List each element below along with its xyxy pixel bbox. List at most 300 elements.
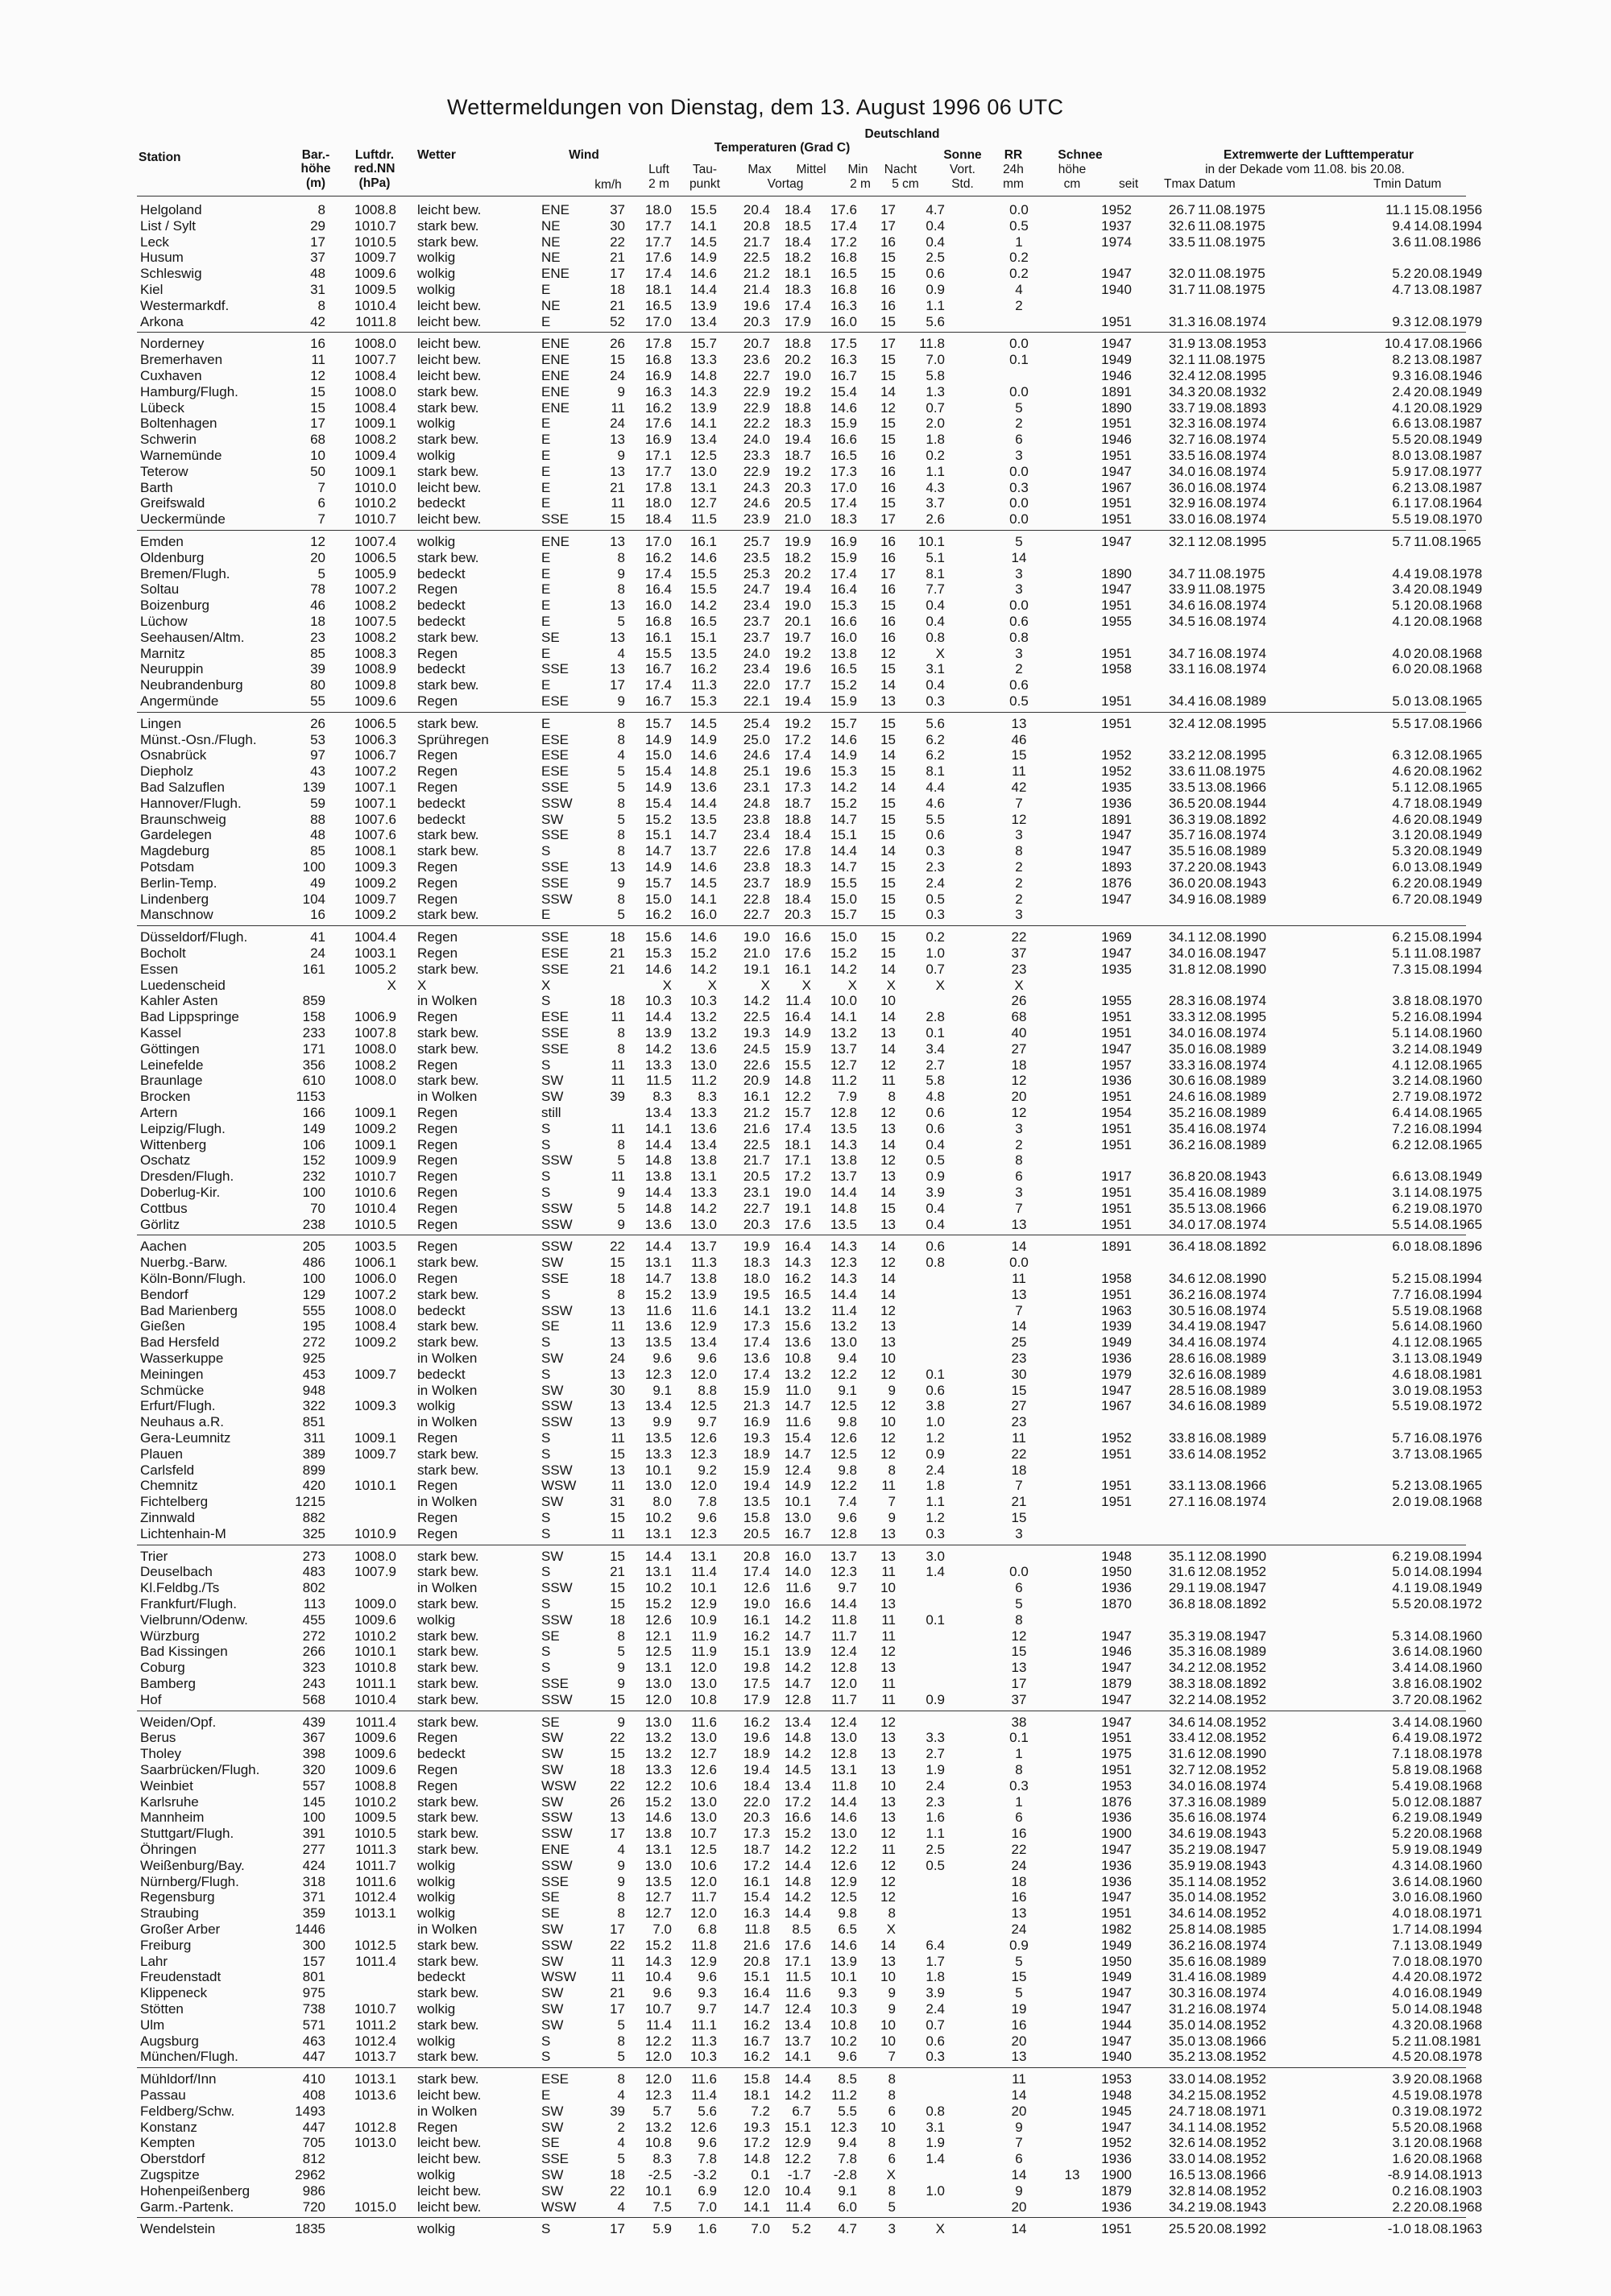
air-temp-cell: 16.9 [644,432,672,448]
mean-temp-cell: 16.6 [784,1810,811,1826]
tmax-date-cell: 12.08.1952 [1198,1730,1267,1746]
tmin-date-cell: 17.08.1964 [1414,495,1483,511]
tmin-date-cell: 11.08.1986 [1414,234,1481,250]
night-5cm-cell: 15 [880,731,896,747]
wind-speed-cell: 11 [611,1430,625,1446]
record-since-cell: 1876 [1101,875,1132,891]
min-temp-cell: 18.3 [830,511,857,527]
wind-direction-cell: S [541,2049,551,2065]
mean-temp-cell: 18.3 [784,416,811,432]
night-5cm-cell: 15 [880,795,896,811]
record-since-cell: 1952 [1101,202,1132,217]
tmax-cell: 35.4 [1168,1120,1195,1136]
precip-24h-cell: 19 [1011,2001,1027,2017]
station-name-cell: Leinefelde [140,1057,204,1073]
tmin-cell: 6.0 [1392,859,1411,875]
station-name-cell: Bad Hersfeld [140,1334,220,1351]
tmax-cell: 33.5 [1168,234,1195,250]
air-temp-cell: 16.7 [644,661,672,677]
sunshine-cell: 0.6 [926,266,945,282]
barometer-height-cell: 318 [302,1873,325,1889]
tmax-date-cell: 16.08.1974 [1198,1057,1267,1073]
dew-point-cell: 13.6 [690,1120,717,1136]
barometer-height-cell: 300 [302,1937,325,1953]
sunshine-cell: 3.7 [926,495,945,511]
night-5cm-cell: 10 [880,1414,896,1430]
tmin-date-cell: 20.08.1949 [1414,581,1483,598]
weather-cell: leicht bew. [417,2199,482,2215]
night-5cm-cell: 14 [880,1937,896,1953]
barometer-height-cell: 238 [302,1216,325,1232]
station-name-cell: Erfurt/Flugh. [140,1398,216,1414]
header-divider [137,196,1466,197]
precip-24h-cell: 8 [1015,1762,1023,1777]
sunshine-cell: 1.1 [926,297,945,313]
precip-24h-cell: 22 [1011,929,1027,945]
dew-point-cell: 8.3 [698,1089,717,1105]
station-row [0,416,1611,432]
wind-speed-cell: 15 [610,352,625,368]
wind-speed-cell: 39 [610,2103,625,2119]
dew-point-cell: 9.6 [698,1510,717,1525]
wind-direction-cell: SSE [541,859,569,875]
station-row [0,1105,1611,1121]
record-since-cell: 1951 [1101,511,1132,527]
min-temp-cell: 14.3 [830,1239,857,1255]
tmax-date-cell: 12.08.1990 [1198,929,1267,945]
sunshine-cell: 1.4 [926,2151,945,2167]
station-row [0,352,1611,368]
wind-speed-cell: 21 [610,945,625,961]
min-temp-cell: 5.5 [838,2103,857,2119]
pressure-cell: 1011.1 [355,1676,396,1691]
precip-24h-cell: 25 [1011,1334,1027,1351]
mean-temp-cell: 14.8 [784,1730,811,1746]
wind-speed-cell: 52 [610,313,625,329]
station-row [0,646,1611,662]
tmax-date-cell: 16.08.1989 [1198,1430,1267,1446]
wind-speed-cell: 5 [617,811,625,827]
min-temp-cell: 15.7 [830,907,857,923]
tmin-date-cell: 14.08.1960 [1414,1857,1483,1873]
tmax-date-cell: 16.08.1974 [1198,432,1267,448]
precip-24h-cell: 2 [1015,875,1023,891]
dew-point-cell: 13.3 [690,352,717,368]
station-row [0,234,1611,250]
wind-speed-cell: 8 [617,731,625,747]
dew-point-cell: 13.2 [690,1025,717,1040]
precip-24h-cell: 7 [1015,2135,1023,2151]
air-temp-cell: 10.4 [644,1969,672,1985]
max-temp-cell: 25.7 [743,534,770,549]
barometer-height-cell: 420 [302,1478,325,1494]
tmin-date-cell: 20.08.1968 [1414,2199,1483,2215]
pressure-cell: 1009.1 [354,1430,396,1446]
weather-cell: Regen [417,1239,458,1255]
tmax-date-cell: 16.08.1989 [1198,1073,1267,1089]
dew-point-cell: 11.1 [691,2017,717,2033]
sunshine-cell: X [935,645,945,661]
tmax-cell: 34.0 [1168,1025,1195,1040]
tmax-date-cell: 14.08.1952 [1198,1873,1267,1889]
sunshine-cell: 0.6 [926,1239,945,1255]
mean-temp-cell: 18.7 [784,795,811,811]
tmin-date-cell: 18.08.1896 [1414,1239,1483,1255]
tmax-cell: 36.0 [1168,875,1195,891]
tmax-date-cell: 16.08.1974 [1198,661,1267,677]
precip-24h-cell: 42 [1011,780,1027,795]
barometer-height-cell: 48 [310,827,325,843]
night-5cm-cell: 13 [880,1660,896,1676]
air-temp-cell: 15.0 [644,891,672,907]
min-temp-cell: 16.7 [830,368,857,383]
min-temp-cell: 12.5 [830,1398,857,1414]
dew-point-cell: 13.4 [690,432,717,448]
wind-speed-cell: 11 [611,1525,625,1541]
max-temp-cell: 19.9 [743,1239,770,1255]
tmin-cell: 2.4 [1392,383,1411,399]
tmin-cell: 4.1 [1392,1334,1411,1351]
station-name-cell: Warnemünde [140,448,222,463]
station-name-cell: Stötten [140,2001,184,2017]
max-temp-cell: 18.9 [743,1446,770,1462]
wind-direction-cell: SW [541,2182,564,2199]
weather-cell: stark bew. [417,1953,479,1969]
pressure-cell: 1008.0 [354,1073,396,1089]
tmin-date-cell: 16.08.1960 [1414,1889,1483,1905]
max-temp-cell: 19.3 [743,1025,770,1040]
wind-speed-cell: 5 [617,1200,625,1216]
barometer-height-cell: 483 [302,1564,325,1580]
station-row [0,1303,1611,1319]
sunshine-cell: 0.4 [926,677,945,693]
pressure-cell: 1008.2 [354,598,396,614]
min-temp-cell: 15.3 [830,763,857,780]
precip-24h-cell: 18 [1011,1462,1027,1478]
min-temp-cell: 6.0 [838,2199,857,2215]
dew-point-cell: 10.3 [690,993,717,1009]
station-name-cell: Brocken [140,1089,191,1105]
precip-24h-cell: 0.5 [1009,693,1029,709]
mean-temp-cell: 8.5 [792,1922,811,1937]
tmax-cell: 32.7 [1168,1762,1195,1777]
station-name-cell: Kiel [140,282,164,297]
precip-24h-cell: 14 [1011,1239,1027,1255]
station-name-cell: Doberlug-Kir. [140,1185,221,1200]
wind-direction-cell: SE [541,1889,560,1905]
tmax-date-cell: 20.08.1944 [1198,795,1267,811]
night-5cm-cell: 15 [880,416,896,432]
tmax-date-cell: 16.08.1974 [1198,1120,1267,1136]
tmin-cell: 5.3 [1392,1628,1411,1644]
weather-cell: stark bew. [417,1255,479,1271]
record-since-cell: 1955 [1101,614,1132,629]
dew-point-cell: 14.5 [690,234,717,250]
tmin-cell: 4.6 [1392,811,1411,827]
max-temp-cell: 20.5 [743,1525,770,1541]
weather-cell: Regen [417,1105,458,1120]
dew-point-cell: 9.3 [698,1985,717,2001]
max-temp-cell: 25.4 [743,715,770,731]
air-temp-cell: 16.4 [644,581,672,598]
tmin-date-cell: 17.08.1977 [1414,463,1483,479]
max-temp-cell: 21.2 [743,266,770,282]
dew-point-cell: 14.6 [690,859,717,875]
pressure-cell: 1012.8 [354,2119,396,2135]
dew-point-cell: 13.6 [690,780,717,795]
max-temp-cell: 20.3 [743,1810,770,1826]
header-tmin-datum: Tmin Datum [1373,177,1442,191]
night-5cm-cell: 13 [880,1730,896,1746]
wind-direction-cell: SSE [541,1271,569,1286]
weather-cell: wolkig [417,2221,456,2237]
min-temp-cell: 12.0 [830,1676,857,1691]
wind-direction-cell: S [541,1525,551,1541]
weather-cell: in Wolken [417,1414,478,1430]
min-temp-cell: 13.5 [830,1216,857,1232]
weather-cell: stark bew. [417,1073,479,1089]
wind-direction-cell: SSE [541,827,569,843]
tmax-cell: 36.8 [1168,1596,1195,1611]
precip-24h-cell: 0.0 [1009,598,1029,614]
wind-direction-cell: WSW [541,1478,577,1494]
wind-direction-cell: SW [541,1730,564,1746]
wind-direction-cell: NE [541,250,561,266]
station-name-cell: Dresden/Flugh. [140,1169,234,1185]
record-since-cell: 1951 [1101,1009,1132,1025]
dew-point-cell: 10.9 [690,1611,717,1628]
tmin-cell: 3.4 [1392,1660,1411,1676]
precip-24h-cell: 20 [1011,2033,1027,2049]
tmin-cell: 4.3 [1392,2017,1411,2033]
min-temp-cell: 12.8 [830,1746,857,1762]
min-temp-cell: 14.2 [830,780,857,795]
tmin-date-cell: 19.08.1994 [1414,1548,1483,1564]
barometer-height-cell: 80 [310,677,325,693]
night-5cm-cell: 11 [881,1611,896,1628]
night-5cm-cell: 14 [880,1009,896,1025]
dew-point-cell: 9.6 [698,1969,717,1985]
station-row [0,661,1611,677]
station-name-cell: Ulm [140,2017,165,2033]
wind-speed-cell: 4 [617,2087,625,2103]
wind-direction-cell: SSW [541,1462,573,1478]
tmax-cell: 34.0 [1168,945,1195,961]
max-temp-cell: 7.0 [751,2221,770,2237]
wind-speed-cell: 5 [617,763,625,780]
night-5cm-cell: 11 [881,1628,896,1644]
min-temp-cell: 17.5 [830,336,857,352]
night-5cm-cell: 6 [888,2103,896,2119]
wind-speed-cell: 5 [617,2049,625,2065]
station-row [0,747,1611,763]
min-temp-cell: 9.3 [838,1985,857,2001]
tmin-date-cell: 16.08.1994 [1414,1009,1483,1025]
air-temp-cell: 13.5 [644,1873,672,1889]
barometer-height-cell: 41 [310,929,325,945]
precip-24h-cell: 1 [1015,1746,1023,1762]
station-name-cell: Lindenberg [140,891,209,907]
tmax-cell: 28.5 [1168,1382,1195,1398]
pressure-cell: 1009.5 [354,1810,396,1826]
wind-speed-cell: 5 [617,1644,625,1660]
tmin-date-cell: 19.08.1953 [1414,1382,1483,1398]
dew-point-cell: 14.9 [690,731,717,747]
max-temp-cell: 19.5 [743,1286,770,1302]
weather-cell: leicht bew. [417,202,482,217]
barometer-height-cell: 859 [302,993,325,1009]
max-temp-cell: 18.9 [743,1746,770,1762]
precip-24h-cell: 3 [1015,1185,1023,1200]
air-temp-cell: 16.2 [644,907,672,923]
max-temp-cell: 23.4 [743,661,770,677]
station-name-cell: Kassel [140,1025,182,1040]
night-5cm-cell: 3 [888,2221,896,2237]
tmax-date-cell: 11.08.1975 [1198,763,1265,780]
weather-cell: wolkig [417,1611,456,1628]
barometer-height-cell: 139 [302,780,325,795]
wind-speed-cell: 9 [617,1857,625,1873]
air-temp-cell: 17.7 [644,234,672,250]
min-temp-cell: 15.5 [830,875,857,891]
mean-temp-cell: X [801,977,811,993]
tmin-date-cell: 20.08.1949 [1414,843,1483,859]
station-row [0,1478,1611,1494]
tmin-date-cell: 14.08.1975 [1414,1185,1483,1200]
wind-direction-cell: S [541,1185,551,1200]
precip-24h-cell: 7 [1015,1200,1023,1216]
weather-cell: bedeckt [417,1746,466,1762]
wind-direction-cell: E [541,416,551,432]
pressure-cell: 1009.9 [354,1152,396,1169]
station-name-cell: Zinnwald [140,1510,196,1525]
wind-direction-cell: E [541,313,551,329]
wind-direction-cell: SSW [541,1239,573,1255]
record-since-cell: 1940 [1101,2049,1132,2065]
precip-24h-cell: 30 [1011,1366,1027,1382]
sunshine-cell: 3.1 [926,2119,945,2135]
record-since-cell: 1947 [1101,1842,1132,1857]
tmax-cell: 34.1 [1168,2119,1195,2135]
night-5cm-cell: 15 [880,763,896,780]
mean-temp-cell: 14.7 [784,1446,811,1462]
dew-point-cell: 14.6 [690,747,717,763]
tmax-date-cell: 16.08.1989 [1198,1185,1267,1200]
sunshine-cell: 0.5 [926,1152,945,1169]
pressure-cell: 1007.8 [354,1025,396,1040]
barometer-height-cell: 145 [302,1793,325,1810]
precip-24h-cell: 0.0 [1009,1255,1029,1271]
barometer-height-cell: 233 [302,1025,325,1040]
header-nacht: Nacht [884,163,917,176]
tmax-cell: 31.2 [1168,2001,1195,2017]
mean-temp-cell: 14.2 [784,1889,811,1905]
tmax-date-cell: 16.08.1974 [1198,1302,1267,1318]
dew-point-cell: 13.4 [690,1334,717,1351]
station-row [0,1287,1611,1303]
tmin-cell: 5.1 [1392,780,1411,795]
pressure-cell: 1009.6 [354,266,396,282]
barometer-height-cell: 100 [302,1185,325,1200]
station-name-cell: Neubrandenburg [140,677,243,693]
tmin-date-cell: 15.08.1994 [1414,929,1483,945]
mean-temp-cell: 15.5 [784,1057,811,1073]
weather-cell: in Wolken [417,1382,478,1398]
tmin-cell: 3.2 [1392,1073,1411,1089]
weather-cell: stark bew. [417,432,479,448]
wind-speed-cell: 8 [617,891,625,907]
tmax-cell: 31.8 [1168,961,1195,977]
max-temp-cell: 20.8 [743,1953,770,1969]
air-temp-cell: 15.2 [644,1596,672,1611]
barometer-height-cell: 46 [310,598,325,614]
tmin-date-cell: 13.08.1987 [1414,352,1483,368]
weather-cell: Regen [417,1009,458,1025]
min-temp-cell: 10.8 [830,2017,857,2033]
station-name-cell: Wendelstein [140,2221,216,2237]
station-row [0,581,1611,598]
night-5cm-cell: 13 [880,1810,896,1826]
tmax-date-cell: 12.08.1952 [1198,1762,1267,1777]
mean-temp-cell: 18.3 [784,859,811,875]
dew-point-cell: 13.0 [690,1057,717,1073]
air-temp-cell: 13.2 [644,1746,672,1762]
dew-point-cell: 12.9 [690,1318,717,1334]
wind-direction-cell: SSW [541,891,573,907]
mean-temp-cell: 10.1 [784,1494,811,1510]
tmax-cell: 34.4 [1168,693,1195,709]
pressure-cell: 1009.7 [354,250,396,266]
mean-temp-cell: 14.3 [784,1255,811,1271]
max-temp-cell: 20.8 [743,217,770,234]
precip-24h-cell: 5 [1015,1985,1023,2001]
station-name-cell: Oschatz [140,1152,191,1169]
weather-cell: wolkig [417,1873,456,1889]
station-row [0,1271,1611,1287]
station-row [0,1746,1611,1762]
barometer-height-cell: 2962 [295,2167,325,2182]
station-row [0,1526,1611,1542]
tmax-date-cell: 19.08.1943 [1198,2199,1267,2215]
mean-temp-cell: 18.8 [784,811,811,827]
barometer-height-cell: 320 [302,1762,325,1777]
air-temp-cell: 14.8 [644,1152,672,1169]
station-row [0,1201,1611,1217]
tmin-date-cell: 14.08.1960 [1414,1714,1483,1730]
station-row [0,2049,1611,2065]
tmin-date-cell: 14.08.1949 [1414,1040,1483,1057]
tmin-date-cell: 16.08.1902 [1414,1676,1483,1691]
tmax-cell: 31.6 [1168,1746,1195,1762]
record-since-cell: 1951 [1101,1286,1132,1302]
tmax-date-cell: 11.08.1975 [1198,202,1265,217]
mean-temp-cell: 13.2 [784,1302,811,1318]
barometer-height-cell: 8 [317,297,325,313]
night-5cm-cell: 11 [881,1478,896,1494]
station-row [0,1041,1611,1057]
station-row [0,1462,1611,1479]
weather-cell: stark bew. [417,1644,479,1660]
weather-cell: leicht bew. [417,479,482,495]
mean-temp-cell: 17.6 [784,1937,811,1953]
tmax-cell: 36.3 [1168,811,1195,827]
max-temp-cell: 22.9 [743,383,770,399]
night-5cm-cell: 17 [880,336,896,352]
dew-point-cell: 13.4 [690,313,717,329]
sunshine-cell: 11.8 [919,336,945,352]
station-name-cell: Leipzig/Flugh. [140,1120,226,1136]
station-row [0,1414,1611,1430]
